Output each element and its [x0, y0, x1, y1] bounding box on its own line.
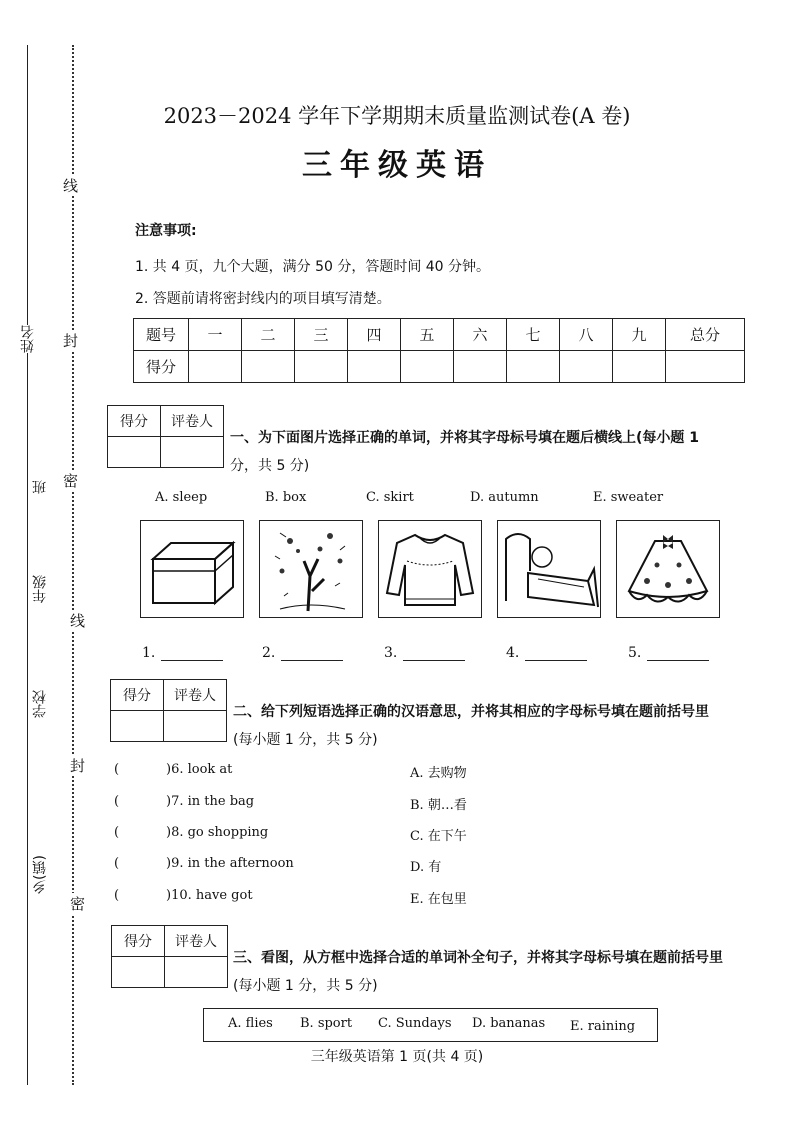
- seal-char-seal-top: 封: [63, 332, 79, 350]
- section2-instruction-line1: 二、给下列短语选择正确的汉语意思，并将其相应的字母标号填在题前括号里: [233, 704, 709, 720]
- score-table-col: 二: [242, 319, 295, 351]
- grader-reviewer-label: 评卷人: [165, 926, 228, 957]
- grader-score-label: 得分: [112, 926, 165, 957]
- seal-char-line-top: 线: [63, 177, 79, 195]
- score-cell[interactable]: [666, 351, 745, 383]
- bracket-7[interactable]: (: [114, 794, 120, 809]
- score-table-col: 九: [613, 319, 666, 351]
- score-cell[interactable]: [348, 351, 401, 383]
- section3-instruction-line2: (每小题 1 分，共 5 分): [233, 978, 378, 994]
- seal-char-mi-top: 密: [63, 472, 79, 490]
- field-school-label: 学校: [32, 690, 48, 718]
- option-d: D. autumn: [470, 490, 539, 505]
- notes-item-2: 2. 答题前请将密封线内的项目填写清楚。: [135, 291, 391, 307]
- section2-instruction: [233, 698, 709, 754]
- option-a: A. sleep: [155, 490, 208, 505]
- meaning-d: D. 有: [410, 860, 442, 875]
- option-e: E. sweater: [593, 490, 664, 505]
- score-cell[interactable]: [560, 351, 613, 383]
- phrase-6: )6. look at: [166, 762, 233, 777]
- score-table-row-label: 得分: [134, 351, 189, 383]
- score-table-col: 八: [560, 319, 613, 351]
- section1-instruction-line1: 一、为下面图片选择正确的单词，并将其字母标号填在题后横线上(每小题 1: [230, 430, 700, 446]
- grader-box-3: [111, 925, 228, 988]
- phrase-8: )8. go shopping: [166, 825, 269, 840]
- score-table-col: 四: [348, 319, 401, 351]
- blank-number: 2.: [262, 645, 276, 661]
- grader-box-2: [110, 679, 227, 742]
- answer-blank-2[interactable]: [262, 645, 343, 661]
- word-a: A. flies: [228, 1016, 273, 1031]
- bed-drawing: [498, 521, 600, 617]
- grader-reviewer-cell[interactable]: [165, 957, 228, 988]
- score-cell[interactable]: [401, 351, 454, 383]
- margin-dotted-line: [72, 45, 74, 1085]
- tree-drawing: [260, 521, 362, 617]
- section3-instruction-line1: 三、看图，从方框中选择合适的单词补全句子，并将其字母标号填在题前括号里: [233, 950, 723, 966]
- score-table-col: 一: [189, 319, 242, 351]
- seal-char-line-bottom: 线: [70, 612, 86, 630]
- page-footer: 三年级英语第 1 页(共 4 页): [310, 1049, 484, 1065]
- answer-blank-4[interactable]: [506, 645, 587, 661]
- blank-number: 4.: [506, 645, 520, 661]
- grader-reviewer-cell[interactable]: [164, 711, 227, 742]
- word-d: D. bananas: [472, 1016, 546, 1031]
- notes-heading: 注意事项:: [135, 223, 197, 239]
- score-cell[interactable]: [189, 351, 242, 383]
- meaning-a: A. 去购物: [410, 766, 467, 781]
- section1-instruction: [230, 424, 699, 480]
- score-table-col: 五: [401, 319, 454, 351]
- blank-number: 1.: [142, 645, 156, 661]
- bracket-8[interactable]: (: [114, 825, 120, 840]
- meaning-e: E. 在包里: [410, 892, 467, 907]
- word-b: B. sport: [300, 1016, 353, 1031]
- grader-score-label: 得分: [108, 406, 161, 437]
- skirt-picture: [616, 520, 720, 618]
- sweater-drawing: [379, 521, 481, 617]
- word-e: E. raining: [570, 1019, 636, 1034]
- answer-blank-3[interactable]: [384, 645, 465, 661]
- skirt-drawing: [617, 521, 719, 617]
- grader-reviewer-cell[interactable]: [161, 437, 224, 468]
- option-b: B. box: [265, 490, 307, 505]
- section3-instruction: [233, 944, 723, 1000]
- grader-reviewer-label: 评卷人: [164, 680, 227, 711]
- score-table-col: 六: [454, 319, 507, 351]
- grader-score-cell[interactable]: [112, 957, 165, 988]
- bracket-6[interactable]: (: [114, 762, 120, 777]
- score-cell[interactable]: [454, 351, 507, 383]
- phrase-9: )9. in the afternoon: [166, 856, 294, 871]
- autumn-tree-picture: [259, 520, 363, 618]
- seal-char-seal-bottom: 封: [70, 757, 86, 775]
- blank-number: 5.: [628, 645, 642, 661]
- meaning-b: B. 朝…看: [410, 798, 467, 813]
- bracket-9[interactable]: (: [114, 856, 120, 871]
- word-c: C. Sundays: [378, 1016, 452, 1031]
- box-picture: [140, 520, 244, 618]
- seal-char-mi-bottom: 密: [70, 895, 86, 913]
- score-table: [133, 318, 745, 383]
- margin-solid-line: [27, 45, 28, 1085]
- field-class-label: 班: [32, 480, 48, 494]
- answer-blank-5[interactable]: [628, 645, 709, 661]
- phrase-10: )10. have got: [166, 888, 253, 903]
- grader-reviewer-label: 评卷人: [161, 406, 224, 437]
- field-town-label: 乡(镇): [32, 855, 48, 894]
- blank-number: 3.: [384, 645, 398, 661]
- score-table-col: 七: [507, 319, 560, 351]
- section2-instruction-line2: (每小题 1 分，共 5 分): [233, 732, 378, 748]
- meaning-c: C. 在下午: [410, 829, 467, 844]
- option-c: C. skirt: [366, 490, 414, 505]
- word-bank-box: [203, 1008, 658, 1042]
- grader-score-label: 得分: [111, 680, 164, 711]
- sleeping-child-picture: [497, 520, 601, 618]
- field-name-label: 姓名: [20, 325, 36, 353]
- score-table-header-label: 题号: [134, 319, 189, 351]
- grader-score-cell[interactable]: [108, 437, 161, 468]
- box-drawing: [141, 521, 243, 617]
- grader-score-cell[interactable]: [111, 711, 164, 742]
- field-grade-label: 年级: [32, 575, 48, 603]
- grader-box-1: [107, 405, 224, 468]
- phrase-7: )7. in the bag: [166, 794, 255, 809]
- score-cell[interactable]: [507, 351, 560, 383]
- exam-title: 2023－2024 学年下学期期末质量监测试卷(A 卷): [163, 104, 631, 128]
- score-cell[interactable]: [613, 351, 666, 383]
- answer-blank-1[interactable]: [142, 645, 223, 661]
- notes-item-1: 1. 共 4 页，九个大题，满分 50 分，答题时间 40 分钟。: [135, 259, 491, 275]
- section1-instruction-line2: 分，共 5 分): [230, 458, 310, 474]
- score-table-col: 三: [295, 319, 348, 351]
- sweater-picture: [378, 520, 482, 618]
- score-cell[interactable]: [295, 351, 348, 383]
- score-table-col-total: 总分: [666, 319, 745, 351]
- bracket-10[interactable]: (: [114, 888, 120, 903]
- score-cell[interactable]: [242, 351, 295, 383]
- subject-title: 三年级英语: [302, 148, 492, 183]
